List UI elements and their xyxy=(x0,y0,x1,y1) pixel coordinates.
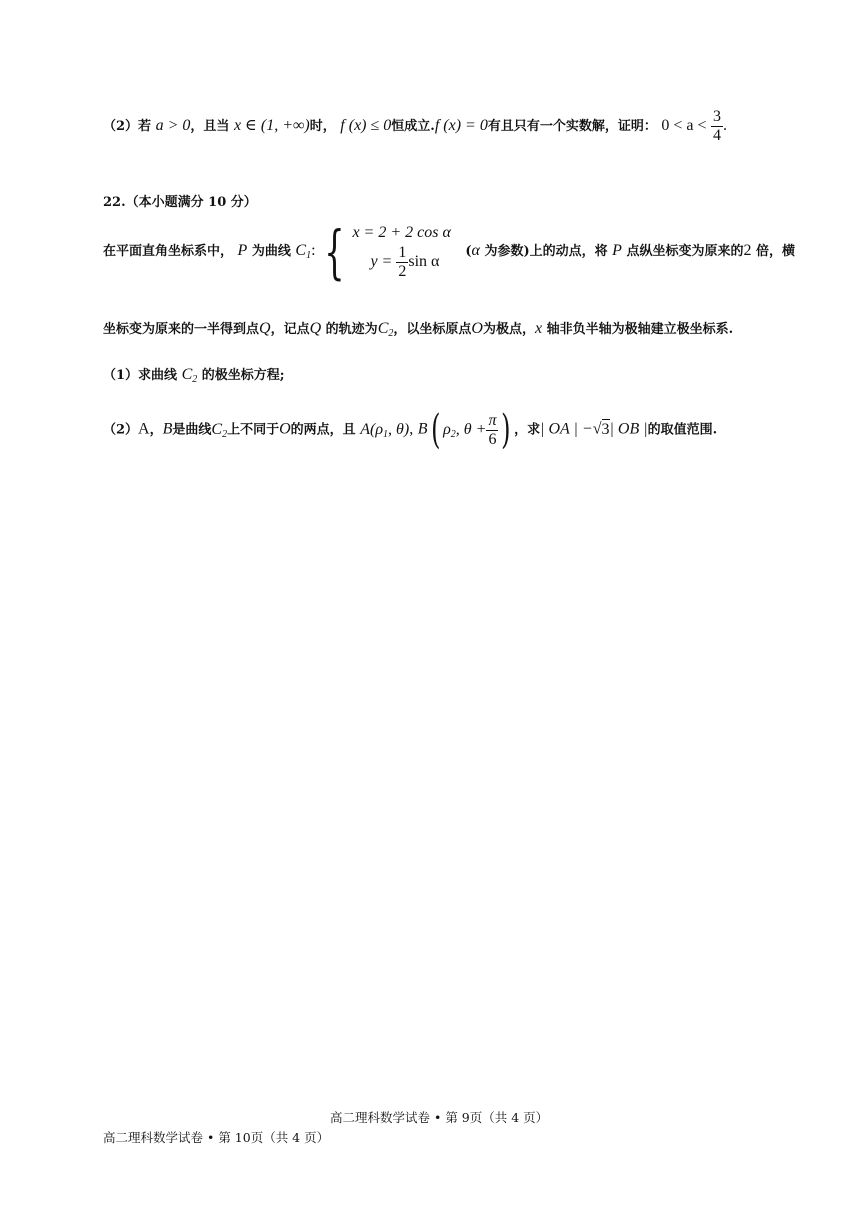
text-segment: ( xyxy=(465,244,472,259)
text-segment: 点纵坐标变为原来的 xyxy=(621,244,744,259)
period: . xyxy=(723,117,728,134)
math-inequality: 0 < a < xyxy=(661,117,707,134)
math-a-positive: a > 0 xyxy=(155,117,191,134)
math-B-label: B xyxy=(162,420,173,438)
math-interval: x ∈ (1, +∞) xyxy=(233,117,310,134)
text-segment: 恒成立. xyxy=(391,119,435,134)
text-segment: 时， xyxy=(309,119,336,134)
text-segment: ，求 xyxy=(514,422,541,438)
text-segment: 上不同于 xyxy=(227,422,280,438)
text-segment: ， xyxy=(149,422,163,438)
text-segment: ，且当 xyxy=(190,119,230,134)
math-C1: $C_1$ xyxy=(295,242,312,261)
q22-part2-line: （2）A，B是曲线$C_2$上不同于O的两点，且 $A(\rho_1$, θ), B( $\rho_2$, θ + $\frac{\pi}{6}$ ) ，求| OA | −√3| OB |的取值范围. xyxy=(103,407,718,453)
q21-part2-line xyxy=(103,108,727,145)
text-segment: 有且只有一个实数解，证明： xyxy=(487,119,657,134)
text-segment: 的极坐标方程; xyxy=(201,368,285,383)
right-paren: ) xyxy=(501,407,511,453)
math-P: P xyxy=(237,242,248,259)
fraction-three-quarters: $\frac{3}{4}$ xyxy=(713,108,722,144)
math-C2: $C_2$ xyxy=(181,366,198,385)
text-segment: ，以坐标原点 xyxy=(393,322,472,337)
text-segment: 的轨迹为 xyxy=(321,322,378,337)
math-A-label: A xyxy=(138,420,150,438)
parametric-system xyxy=(352,222,450,281)
math-C2: $C_2$ xyxy=(377,320,394,339)
math-O: O xyxy=(279,420,291,438)
math-point-B: B xyxy=(417,420,428,438)
text-segment: 为曲线 xyxy=(251,244,291,259)
text-segment: 为极点， xyxy=(482,322,535,337)
text-segment: 的两点，且 xyxy=(290,422,356,438)
math-rho2: $\rho_2$, θ + xyxy=(443,420,487,440)
q22-heading: 22.（本小题满分 10 分） xyxy=(103,195,257,210)
math-Q: Q xyxy=(259,320,271,337)
q22-intro-line: 在平面直角坐标系中， P 为曲线 $C_1$: { x = 2 + 2 cos α y = $\frac{1}{2}$ sin α (α 为参数)上的动点，将 P 点纵坐标变为原来的2 倍，横 xyxy=(103,217,796,286)
part-label: （2） xyxy=(103,422,139,438)
math-Q: Q xyxy=(309,320,322,337)
math-expr-OB: | OB | xyxy=(609,420,648,438)
text-segment: 是曲线 xyxy=(172,422,212,438)
text-segment: 倍，横 xyxy=(751,244,796,259)
math-O: O xyxy=(471,320,483,337)
math-two: 2 xyxy=(743,242,752,259)
equation-x: x = 2 + 2 cos α xyxy=(352,224,451,241)
text-segment: 在平面直角坐标系中， xyxy=(103,244,234,259)
footer-page-10: 高二理科数学试卷 • 第 10页（共 4 页） xyxy=(103,1130,330,1145)
math-P: P xyxy=(612,242,622,259)
part-label: （1） xyxy=(103,368,139,383)
part-label: （2） xyxy=(103,119,139,134)
math-C2: $C_2$ xyxy=(211,420,228,440)
left-brace: { xyxy=(323,217,345,286)
text-segment: 求曲线 xyxy=(138,368,178,383)
footer-page-9: 高二理科数学试卷 • 第 9页（共 4 页） xyxy=(330,1110,549,1125)
text-segment: ，记点 xyxy=(270,322,310,337)
text-segment: 为参数)上的动点，将 xyxy=(479,244,608,259)
math-point-A: $A(\rho_1$, θ) xyxy=(360,420,410,440)
left-paren: ( xyxy=(430,407,440,453)
text-segment: 若 xyxy=(138,119,152,134)
sqrt-three: √3 xyxy=(592,420,610,438)
text-segment: 的取值范围. xyxy=(647,422,718,438)
text-segment: 坐标变为原来的一半得到点 xyxy=(103,322,260,337)
math-expr-OA: | OA | − xyxy=(540,420,593,438)
math-f-le-zero: f (x) ≤ 0 xyxy=(340,117,392,134)
q22-intro-line-2 xyxy=(103,318,733,339)
text-segment: 轴非负半轴为极轴建立极坐标系. xyxy=(542,322,734,337)
math-x: x xyxy=(534,320,543,337)
equation-y: y = $\frac{1}{2}$ sin α xyxy=(370,244,440,280)
fraction-pi-six: $\frac{\pi}{6}$ xyxy=(488,411,497,448)
q22-part1-line xyxy=(103,364,285,385)
math-f-eq-zero: f (x) = 0 xyxy=(434,117,488,134)
math-alpha: α xyxy=(471,242,480,259)
